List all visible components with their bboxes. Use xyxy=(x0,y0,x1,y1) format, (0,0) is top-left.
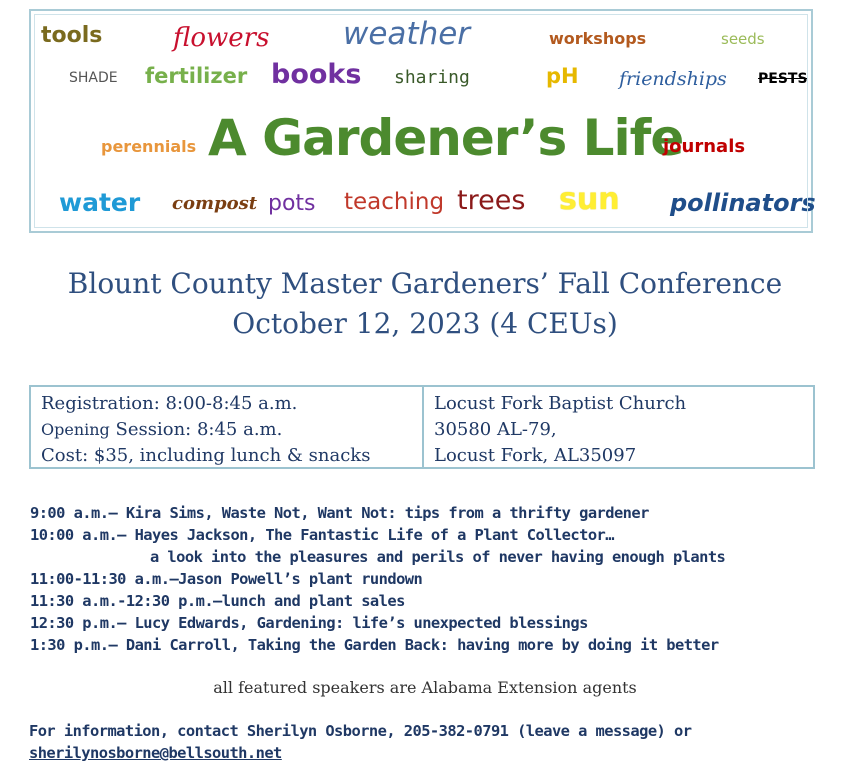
conference-date: October 12, 2023 (4 CEUs) xyxy=(232,307,618,340)
venue-name: Locust Fork Baptist Church xyxy=(434,393,687,414)
opening-session xyxy=(41,417,412,443)
contact-email-link[interactable]: sherilynosborne@bellsouth.net xyxy=(29,744,282,762)
word-pests: PESTS xyxy=(758,71,808,87)
schedule-item-subtitle: a look into the pleasures and perils of never having enough plants xyxy=(150,548,726,566)
word-perennials: perennials xyxy=(101,137,197,156)
venue-address: 30580 AL-79, xyxy=(434,419,557,440)
venue-city: Locust Fork, AL35097 xyxy=(434,445,637,466)
word-pollinators: pollinators xyxy=(670,189,816,217)
opening-time: Session: 8:45 a.m. xyxy=(109,419,283,440)
word-ph: pH xyxy=(546,64,579,88)
word-sun: sun xyxy=(559,182,620,217)
schedule-item: 1:30 p.m.— Dani Carroll, Taking the Garden Back: having more by doing it better xyxy=(30,636,719,654)
schedule-item: 10:00 a.m.— Hayes Jackson, The Fantastic Life of a Plant Collector… xyxy=(30,526,614,544)
word-teaching: teaching xyxy=(344,189,445,215)
contact-text: For information, contact Sherilyn Osborne, 205-382-0791 (leave a message) or xyxy=(29,722,692,740)
info-table xyxy=(29,385,815,469)
word-tools: tools xyxy=(41,23,103,48)
info-left-column xyxy=(31,387,424,467)
word-workshops: workshops xyxy=(549,29,647,48)
word-shade: SHADE xyxy=(69,70,118,86)
word-weather: weather xyxy=(343,16,471,52)
word-books: books xyxy=(271,59,362,90)
word-trees: trees xyxy=(457,185,526,216)
conference-title: Blount County Master Gardeners’ Fall Conference xyxy=(67,267,783,300)
banner-word-cloud xyxy=(29,9,816,233)
speakers-note: all featured speakers are Alabama Extension agents xyxy=(213,678,637,697)
opening-label: Opening xyxy=(41,420,110,439)
word-friendships: friendships xyxy=(619,68,727,90)
schedule xyxy=(30,502,830,656)
word-pots: pots xyxy=(268,191,316,216)
word-seeds: seeds xyxy=(721,30,765,48)
word-fertilizer: fertilizer xyxy=(145,64,248,88)
schedule-item: 9:00 a.m.— Kira Sims, Waste Not, Want Not: tips from a thrifty gardener xyxy=(30,504,649,522)
word-sharing: sharing xyxy=(394,67,470,88)
word-compost: compost xyxy=(172,193,258,214)
word-journals: journals xyxy=(663,136,746,157)
info-right-column xyxy=(424,387,696,467)
registration-time: Registration: 8:00-8:45 a.m. xyxy=(41,393,298,414)
word-water: water xyxy=(59,188,141,217)
contact-info xyxy=(29,720,829,764)
word-flowers: flowers xyxy=(173,23,270,53)
schedule-item: 12:30 p.m.— Lucy Edwards, Gardening: life’s unexpected blessings xyxy=(30,614,588,632)
banner-title: A Gardener’s Life xyxy=(208,109,684,167)
cost: Cost: $35, including lunch & snacks xyxy=(41,445,371,466)
schedule-item: 11:00-11:30 a.m.—Jason Powell’s plant rundown xyxy=(30,570,423,588)
schedule-item: 11:30 a.m.-12:30 p.m.—lunch and plant sales xyxy=(30,592,405,610)
